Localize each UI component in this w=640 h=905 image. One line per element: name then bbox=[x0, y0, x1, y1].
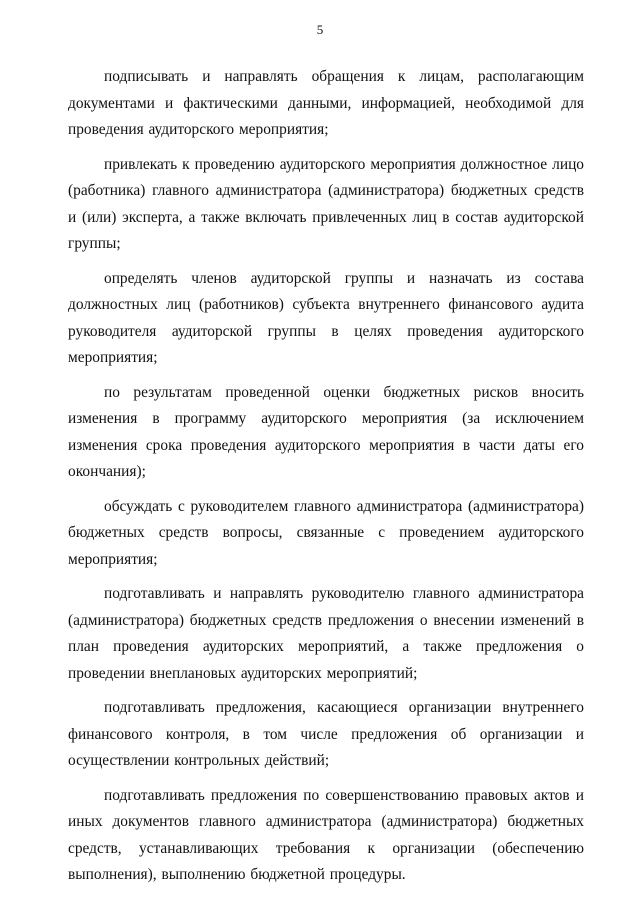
paragraph-discuss-issues: обсуждать с руководителем главного администратора (администратора) бюджетных средств вопросы, связанные с проведением аудиторского мероприятия; bbox=[68, 497, 584, 568]
paragraph-improvement-proposals: подготавливать предложения по совершенствованию правовых актов и иных документов главного администратора (администратора) бюджетных средств, устанавливающих требования к организации (обеспечению выполнения), выполнению бюджетной процедуры. bbox=[68, 786, 584, 883]
page-number: 5 bbox=[316, 22, 324, 37]
paragraph-change-program: по результатам проведенной оценки бюджетных рисков вносить изменения в программу аудиторского мероприятия (за исключением изменения срока проведения аудиторского мероприятия в части даты его окончания); bbox=[68, 383, 584, 480]
paragraph-control-proposals: подготавливать предложения, касающиеся организации внутреннего финансового контроля, в том числе предложения об организации и осуществлении контрольных действий; bbox=[68, 699, 584, 769]
document-body bbox=[68, 64, 584, 897]
paragraph-plan-proposals: подготавливать и направлять руководителю главного администратора (администратора) бюджетных средств предложения о внесении изменений в план проведения аудиторских мероприятий, а также предложения о проведении внеплановых аудиторских мероприятий; bbox=[68, 585, 584, 682]
paragraph-involve-experts: привлекать к проведению аудиторского мероприятия должностное лицо (работника) главного администратора (администратора) бюджетных средств и (или) эксперта, а также включать привлеченных лиц в состав аудиторской группы; bbox=[68, 155, 584, 252]
paragraph-sign-requests: подписывать и направлять обращения к лицам, располагающим документами и фактическими данными, информацией, необходимой для проведения аудиторского мероприятия; bbox=[68, 68, 584, 138]
paragraph-define-group: определять членов аудиторской группы и назначать из состава должностных лиц (работников) субъекта внутреннего финансового аудита руководителя аудиторской группы в целях проведения аудиторского мероприятия; bbox=[68, 269, 584, 366]
